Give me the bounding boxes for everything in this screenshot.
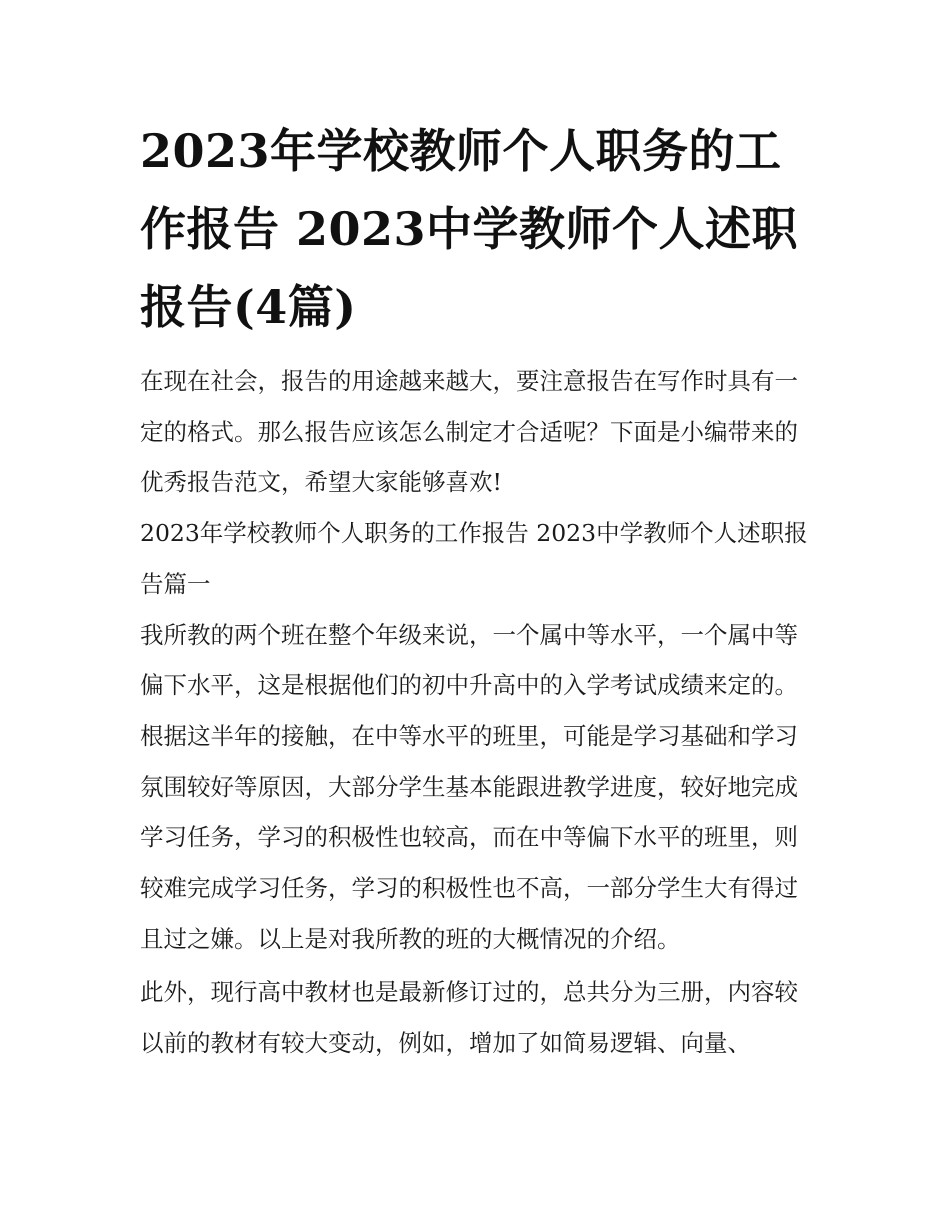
paragraph-class-situation: 我所教的两个班在整个年级来说，一个属中等水平，一个属中等偏下水平，这是根据他们的初中升高中的入学考试成绩来定的。根据这半年的接触，在中等水平的班里，可能是学习基础和学习氛围较好等原因，大部分学生基本能跟进教学进度，较好地完成学习任务，学习的积极性也较高，而在中等偏下水平的班里，则较难完成学习任务，学习的积极性也不高，一部分学生大有得过且过之嫌。以上是对我所教的班的大概情况的介绍。 (140, 620, 798, 953)
document-body (140, 356, 820, 1069)
document-title: 2023年学校教师个人职务的工作报告 2023中学教师个人述职报告(4篇) (140, 124, 799, 334)
paragraph-intro: 在现在社会，报告的用途越来越大，要注意报告在写作时具有一定的格式。那么报告应该怎么制定才合适呢？下面是小编带来的优秀报告范文，希望大家能够喜欢! (140, 367, 798, 497)
paragraph-textbook: 此外，现行高中教材也是最新修订过的，总共分为三册，内容较以前的教材有较大变动，例如，增加了如简易逻辑、向量、 (140, 978, 798, 1058)
section-heading: 2023年学校教师个人职务的工作报告 2023中学教师个人述职报告篇一 (140, 519, 808, 598)
